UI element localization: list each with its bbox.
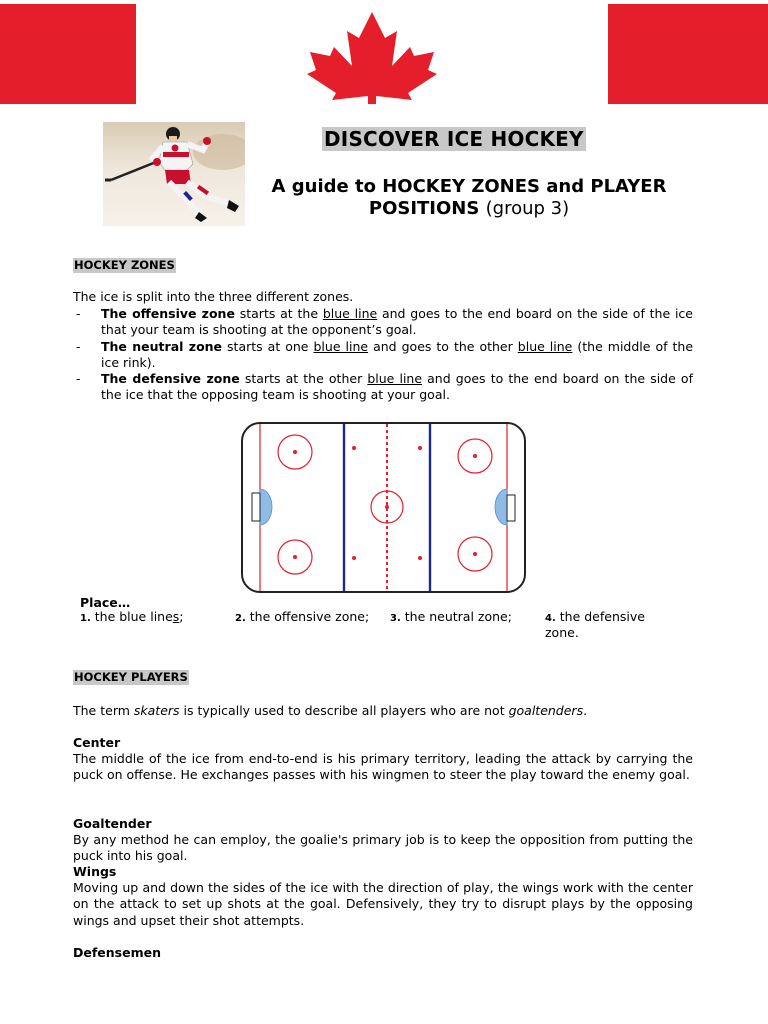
canadian-flag-banner xyxy=(0,0,768,104)
bullet-dash: - xyxy=(76,371,81,386)
place-text: the offensive zone; xyxy=(245,609,370,624)
neutral-faceoff-dot xyxy=(352,446,356,450)
subtitle-group: (group 3) xyxy=(485,198,570,219)
blue-line-link: blue line xyxy=(322,306,378,321)
goaltender-text: By any method he can employ, the goalie's primary job is to keep the opposition from putting the puck into his goal. xyxy=(73,832,693,864)
zone-name: The offensive zone xyxy=(101,306,235,321)
place-item-4 xyxy=(545,610,675,640)
goal-net-right xyxy=(507,495,515,521)
blue-line-link: blue line xyxy=(313,339,369,354)
place-text: the blue line xyxy=(90,609,173,624)
zone-text: starts at the other xyxy=(239,371,368,386)
faceoff-dot xyxy=(293,555,297,559)
players-intro xyxy=(73,703,693,719)
zone-item-neutral xyxy=(73,339,693,372)
place-number: 3. xyxy=(390,613,401,624)
place-item-3 xyxy=(390,610,512,626)
faceoff-dot xyxy=(293,450,297,454)
center-text: The middle of the ice from end-to-end is his primary territory, leading the attack by carrying the puck on offense. He exchanges passes with his wingmen to steer the play toward the enemy goal. xyxy=(73,751,693,783)
place-text: the defensive zone. xyxy=(545,609,645,640)
faceoff-dot xyxy=(473,552,477,556)
place-label: Place… xyxy=(80,595,131,610)
place-number: 4. xyxy=(545,613,556,624)
zone-text: and goes to the end board on the side of the ice that the opposing team is shooting at your goal. xyxy=(101,371,693,403)
zone-name: The neutral zone xyxy=(101,339,223,354)
place-text-underlined: s xyxy=(172,609,180,624)
zone-text: and goes to the other xyxy=(368,339,518,354)
rink-boards xyxy=(242,423,525,592)
center-faceoff-dot xyxy=(385,505,389,509)
page-title: DISCOVER ICE HOCKEY xyxy=(324,127,584,151)
flag-left-band xyxy=(0,4,136,104)
zone-text: and goes to the end board on the side of the ice that your team is shooting at the opponent’s goal. xyxy=(101,306,693,338)
neutral-faceoff-dot xyxy=(418,446,422,450)
intro-term: skaters xyxy=(133,703,180,718)
bullet-dash: - xyxy=(76,339,81,354)
intro-term: goaltenders xyxy=(508,703,584,718)
wings-text: Moving up and down the sides of the ice with the direction of play, the wings work with the center on the attack to set up shots at the goal. Defensively, they try to disrupt plays by the opposing wings and upset their shot attempts. xyxy=(73,880,693,928)
zones-intro: The ice is split into the three different zones. xyxy=(73,289,354,304)
zone-name: The defensive zone xyxy=(101,371,240,386)
intro-text: . xyxy=(583,703,588,718)
page-subtitle xyxy=(262,176,676,220)
place-item-2 xyxy=(235,610,369,626)
intro-text: is typically used to describe all players who are not xyxy=(179,703,509,718)
zone-text: starts at the xyxy=(234,306,323,321)
place-text: the neutral zone; xyxy=(400,609,512,624)
players-heading: HOCKEY PLAYERS xyxy=(74,670,188,684)
neutral-faceoff-dot xyxy=(418,556,422,560)
zones-heading: HOCKEY ZONES xyxy=(74,258,175,272)
hockey-player-photo xyxy=(103,122,245,226)
goaltender-heading: Goaltender xyxy=(73,816,152,831)
place-number: 1. xyxy=(80,613,91,624)
zone-item-defensive xyxy=(73,371,693,404)
zone-item-offensive xyxy=(73,306,693,339)
center-heading: Center xyxy=(73,735,121,750)
zone-text: (the middle of the ice rink). xyxy=(101,339,694,371)
wings-heading: Wings xyxy=(73,864,117,879)
intro-text: The term xyxy=(73,703,134,718)
zone-text: starts at one xyxy=(222,339,314,354)
subtitle-bold: A guide to HOCKEY ZONES and PLAYER POSITIONS xyxy=(271,176,667,219)
place-item-1 xyxy=(80,610,184,626)
flag-right-band xyxy=(608,4,768,104)
blue-line-link: blue line xyxy=(367,371,423,386)
goal-net-left xyxy=(252,493,260,521)
ice-rink-diagram xyxy=(240,421,527,594)
blue-line-link: blue line xyxy=(517,339,573,354)
faceoff-dot xyxy=(473,454,477,458)
defensemen-heading: Defensemen xyxy=(73,945,161,960)
place-number: 2. xyxy=(235,613,246,624)
bullet-dash: - xyxy=(76,306,81,321)
neutral-faceoff-dot xyxy=(352,556,356,560)
place-text: ; xyxy=(179,609,184,624)
